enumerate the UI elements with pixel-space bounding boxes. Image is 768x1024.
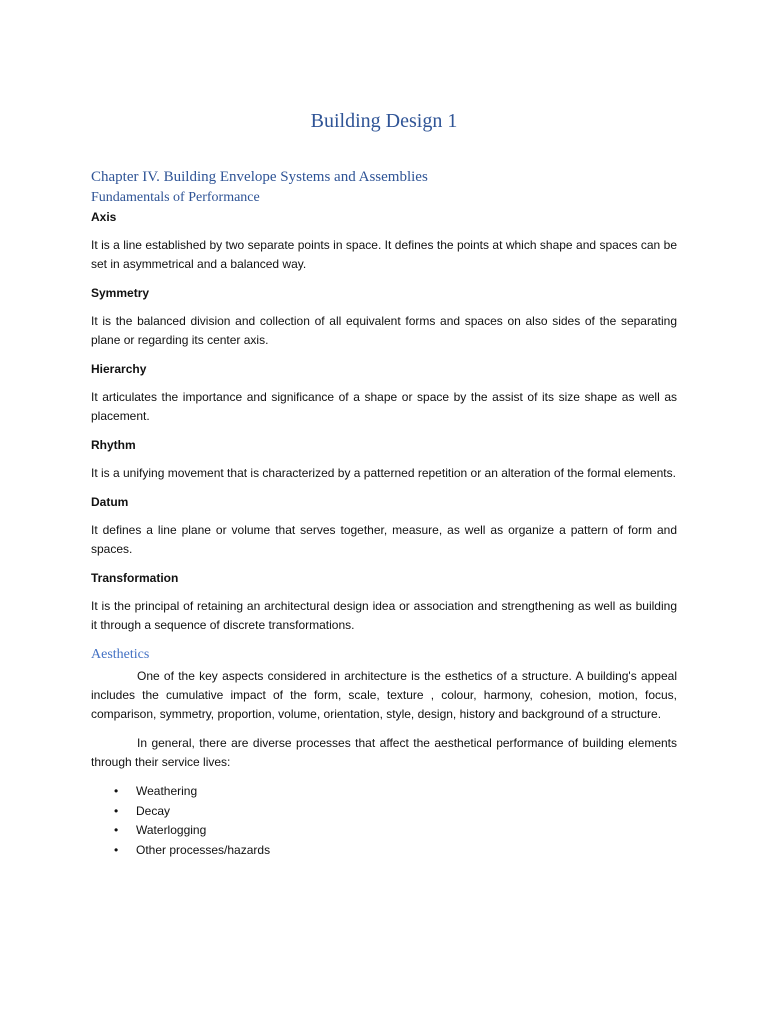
term-heading: Symmetry [91, 286, 150, 300]
aesthetics-heading: Aesthetics [91, 647, 150, 662]
bullet-icon: • [114, 842, 119, 857]
aesthetics-paragraph: One of the key aspects considered in architecture is the esthetics of a structure. A building's appeal includes the cumulative impact of the form, scale, texture , colour, harmony, cohesion, motion, focus, comparison, symmetry, proportion, volume, orientation, style, design, history and background of a structure. [91, 669, 677, 721]
list-item [91, 821, 677, 841]
term-heading: Transformation [91, 571, 179, 585]
bullet-icon: • [114, 823, 119, 837]
hazard-list [91, 782, 677, 860]
bullet-icon: • [114, 803, 119, 818]
aesthetics-paragraph: In general, there are diverse processes that affect the aesthetical performance of building elements through their service lives: [91, 736, 677, 769]
term-axis [91, 208, 677, 274]
term-symmetry [91, 284, 677, 350]
bullet-icon: • [114, 784, 119, 798]
list-item-label: Weathering [136, 784, 198, 798]
document-title: Building Design 1 [310, 110, 458, 132]
list-item [91, 782, 677, 802]
list-item [91, 802, 677, 822]
term-definition: It defines a line plane or volume that serves together, measure, as well as organize a pattern of form and spaces. [91, 523, 677, 556]
term-heading: Rhythm [91, 438, 136, 452]
term-definition: It is a unifying movement that is characterized by a patterned repetition or an alteration of the formal elements. [91, 466, 676, 480]
term-heading: Datum [91, 495, 129, 509]
term-heading: Hierarchy [91, 362, 147, 376]
term-heading: Axis [91, 210, 117, 224]
term-definition: It is the principal of retaining an architectural design idea or association and strengthening as well as building it through a sequence of discrete transformations. [91, 599, 677, 632]
term-definition: It is a line established by two separate points in space. It defines the points at which shape and spaces can be set in asymmetrical and a balanced way. [91, 238, 677, 271]
list-item-label: Waterlogging [136, 823, 207, 837]
list-item-label: Other processes/hazards [136, 842, 271, 857]
term-hierarchy [91, 360, 677, 426]
term-datum [91, 493, 677, 559]
term-definition: It articulates the importance and significance of a shape or space by the assist of its size shape as well as placement. [91, 390, 677, 423]
fundamentals-subheading: Fundamentals of Performance [91, 190, 260, 205]
list-item-label: Decay [136, 803, 171, 818]
chapter-heading: Chapter IV. Building Envelope Systems and Assemblies [91, 169, 428, 185]
list-item [91, 841, 677, 861]
term-rhythm [91, 436, 677, 483]
document-content [91, 106, 677, 860]
term-definition: It is the balanced division and collection of all equivalent forms and spaces on also sides of the separating plane or regarding its center axis. [91, 314, 677, 347]
term-transformation [91, 569, 677, 635]
